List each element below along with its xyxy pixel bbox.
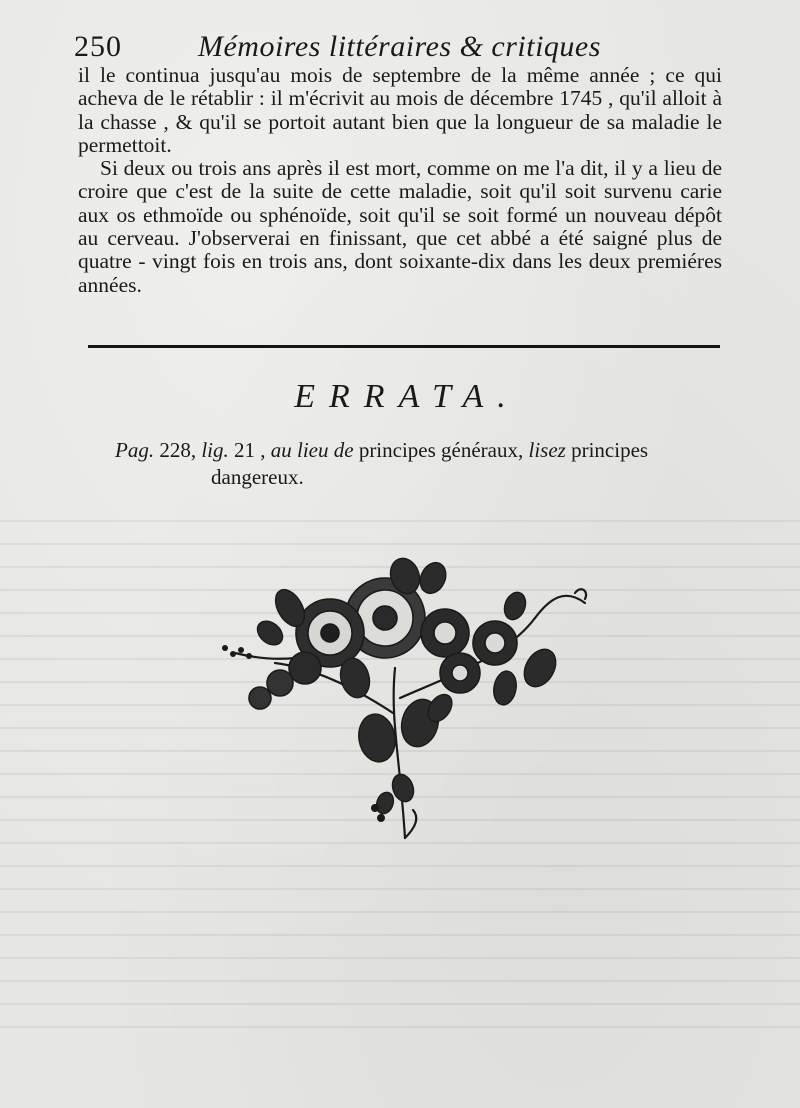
paragraph-1: il le continua jusqu'au mois de septembre de la même année ; ce qui acheva de le rétablir : il m'écrivit au mois de décembre 1745 , qu'il alloit à la chasse , & qu'il se portoit autant bien que la longueur de sa maladie le permettoit.: [78, 63, 722, 157]
errata-pag-label: Pag.: [115, 438, 155, 462]
floral-bouquet-icon: [205, 548, 600, 848]
errata-line-ref: 21 ,: [234, 438, 266, 462]
errata-wrong-text: principes généraux,: [358, 438, 524, 462]
errata-lig-label: lig.: [201, 438, 229, 462]
errata-correct-text-2: dangereux.: [211, 465, 304, 489]
running-head-title: Mémoires littéraires & critiques: [198, 30, 601, 63]
errata-page-ref: 228,: [159, 438, 197, 462]
errata-lisez: lisez: [528, 438, 566, 462]
running-head: [74, 26, 724, 66]
errata-au-lieu-de: au lieu de: [270, 438, 354, 462]
page-number: 250: [74, 30, 122, 63]
paragraph-2: Si deux ou trois ans après il est mort, comme on me l'a dit, il y a lieu de croire que c'est de la suite de cette maladie, soit qu'il soit survenu carie aux os ethmoïde ou sphénoïde, soit qu'il se soit formé un nouveau dépôt au cerveau. J'observerai en finissant, que cet abbé a été saigné plus de quatre - vingt fois en trois ans, dont soixante-dix dans les deux premiéres années.: [78, 156, 722, 297]
body-text: [78, 64, 722, 297]
errata-entry: [115, 437, 725, 491]
errata-correct-text-1: principes: [571, 438, 649, 462]
errata-heading: ERRATA.: [294, 378, 520, 415]
section-rule: [88, 345, 720, 348]
